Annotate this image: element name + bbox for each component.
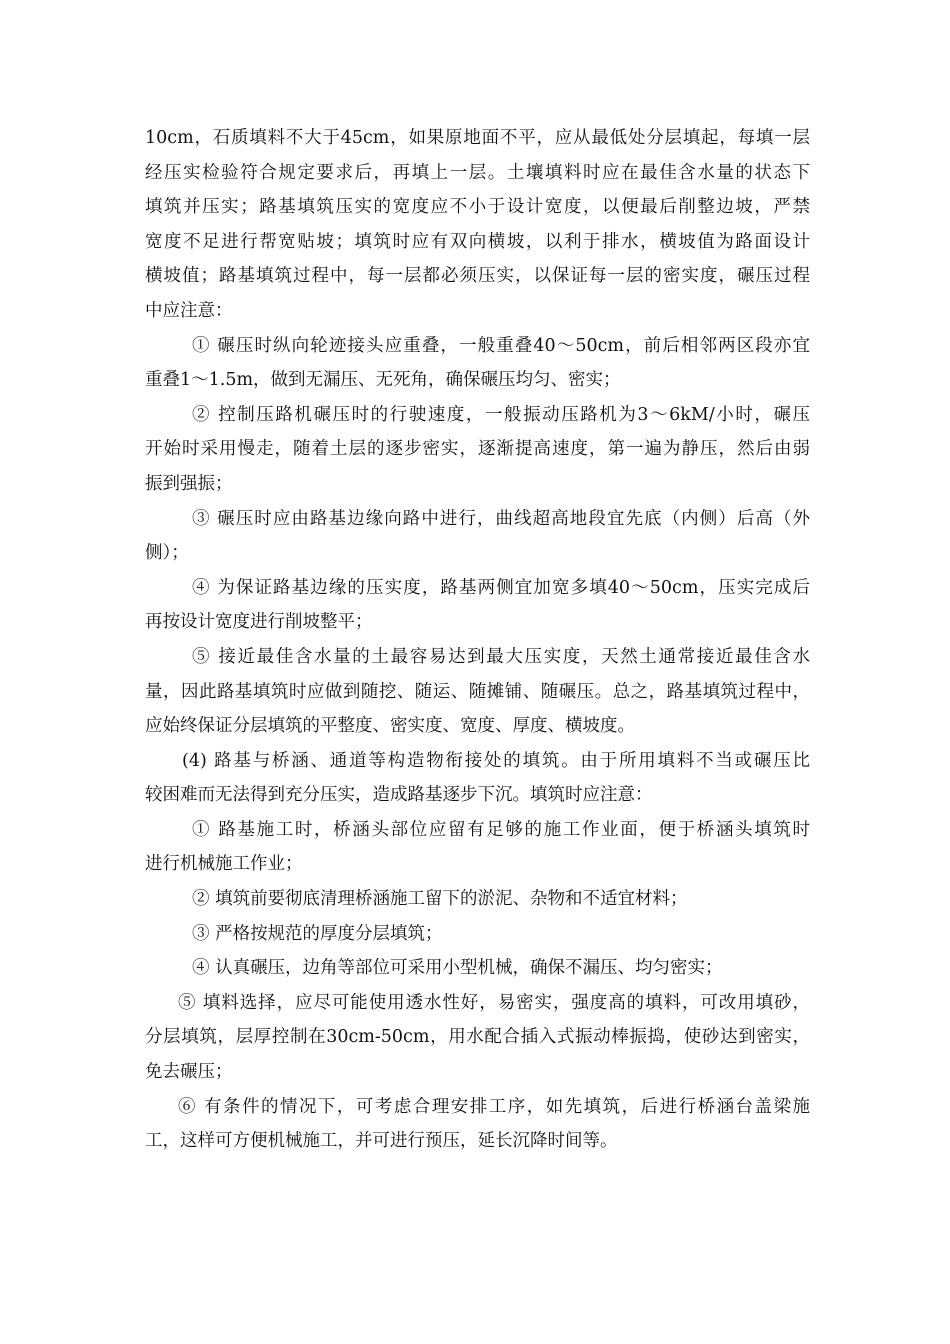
paragraph-line: 经压实检验符合规定要求后，再填上一层。土壤填料时应在最佳含水量的状态下	[145, 162, 810, 183]
list-item-line: 再按设计宽度进行削坡整平；	[145, 612, 373, 633]
list-item-line: ④ 认真碾压，边角等部位可采用小型机械，确保不漏压、均匀密实；	[192, 958, 723, 979]
list-item-line: ④ 为保证路基边缘的压实度，路基两侧宜加宽多填40～50cm，压实完成后	[192, 577, 810, 598]
list-item-line: ⑥ 有条件的情况下，可考虑合理安排工序，如先填筑，后进行桥涵台盖梁施	[178, 1096, 810, 1117]
list-item-line: ③ 碾压时应由路基边缘向路中进行，曲线超高地段宜先底（内侧）后高（外	[192, 508, 810, 529]
document-body	[145, 121, 810, 1159]
paragraph-line: 横坡值；路基填筑过程中，每一层都必须压实，以保证每一层的密实度，碾压过程	[145, 266, 810, 287]
list-item-line: ⑤ 填料选择，应尽可能使用透水性好，易密实，强度高的填料，可改用填砂，	[178, 992, 810, 1013]
list-item-line: ② 填筑前要彻底清理桥涵施工留下的淤泥、杂物和不适宜材料；	[192, 889, 688, 910]
list-item-line: 重叠1～1.5m，做到无漏压、无死角，确保碾压均匀、密实；	[145, 370, 621, 391]
list-item-line: ① 碾压时纵向轮迹接头应重叠，一般重叠40～50cm，前后相邻两区段亦宜	[192, 335, 810, 356]
list-item-line: ② 控制压路机碾压时的行驶速度，一般振动压路机为3～6kM/小时，碾压	[192, 404, 810, 425]
list-item-line: ① 路基施工时，桥涵头部位应留有足够的施工作业面，便于桥涵头填筑时	[192, 819, 810, 840]
paragraph-line: 宽度不足进行帮宽贴坡；填筑时应有双向横坡，以利于排水，横坡值为路面设计	[145, 231, 810, 252]
list-item-line: 开始时采用慢走，随着土层的逐步密实，逐渐提高速度，第一遍为静压，然后由弱	[145, 439, 810, 460]
list-item-line: 振到强振；	[145, 473, 233, 494]
section-heading-line: 较困难而无法得到充分压实，造成路基逐步下沉。填筑时应注意：	[145, 785, 653, 806]
list-item-line: 分层填筑，层厚控制在30cm-50cm，用水配合插入式振动棒振捣，使砂达到密实，	[145, 1027, 810, 1048]
list-item-line: ⑤ 接近最佳含水量的土最容易达到最大压实度，天然土通常接近最佳含水	[192, 646, 810, 667]
list-item-line: 应始终保证分层填筑的平整度、密实度、宽度、厚度、横坡度。	[145, 716, 635, 737]
list-item-line: 工，这样可方便机械施工，并可进行预压，延长沉降时间等。	[145, 1131, 618, 1152]
list-item-line: 免去碾压；	[145, 1062, 233, 1083]
paragraph-line: 10cm，石质填料不大于45cm，如果原地面不平，应从最低处分层填起，每填一层	[145, 128, 810, 148]
paragraph-line: 中应注意：	[145, 300, 233, 321]
list-item-line: 侧）；	[145, 543, 189, 564]
list-item-line: ③ 严格按规范的厚度分层填筑；	[192, 923, 443, 944]
section-heading-line: (4) 路基与桥涵、通道等构造物衔接处的填筑。由于所用填料不当或碾压比	[182, 750, 810, 771]
list-item-line: 进行机械施工作业；	[145, 854, 303, 875]
paragraph-line: 填筑并压实；路基填筑压实的宽度应不小于设计宽度，以便最后削整边坡，严禁	[145, 197, 810, 218]
list-item-line: 量，因此路基填筑时应做到随挖、随运、随摊铺、随碾压。总之，路基填筑过程中，	[145, 681, 810, 702]
